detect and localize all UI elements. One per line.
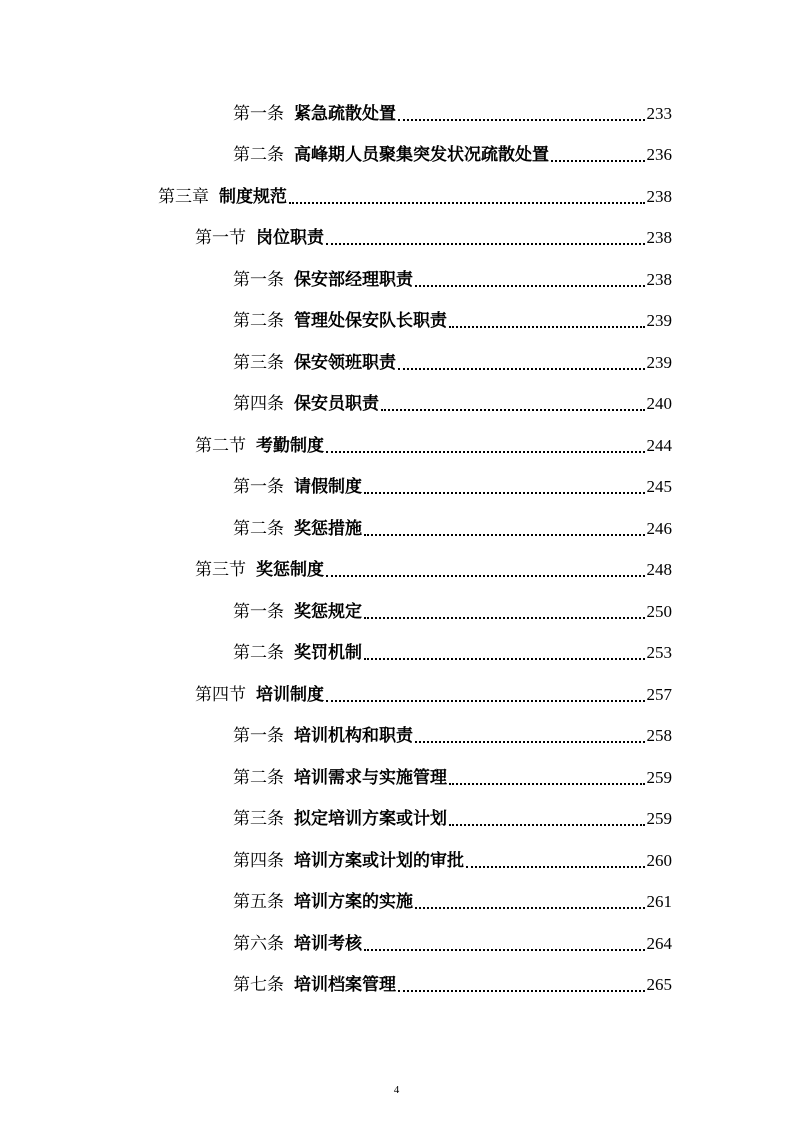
dot-leader [449,763,645,785]
toc-entry-title: 奖惩措施 [294,518,362,539]
toc-entry-page-number: 238 [646,228,672,248]
toc-entry-label: 第二条 [233,311,284,332]
toc-entry-page-number: 259 [646,767,672,787]
toc-entry-label: 第四条 [233,850,284,871]
toc-entry-title: 保安员职责 [294,394,379,415]
toc-entry-label: 第二节 [195,435,246,456]
toc-entry[interactable] [0,923,793,965]
toc-entry-title: 保安领班职责 [294,352,396,373]
toc-entry[interactable] [0,93,793,135]
toc-entry[interactable] [0,508,793,550]
toc-entry-label: 第四条 [233,394,284,415]
toc-entry-page-number: 233 [646,103,672,123]
toc-entry-title: 培训制度 [256,684,324,705]
dot-leader [415,721,645,743]
toc-entry-label: 第六条 [233,933,284,954]
toc-entry-title: 奖惩制度 [256,560,324,581]
toc-entry-label: 第三节 [195,560,246,581]
toc-entry-title: 拟定培训方案或计划 [294,809,447,830]
dot-leader [449,804,645,826]
toc-entry-page-number: 260 [646,850,672,870]
toc-entry[interactable] [0,674,793,716]
toc-entry-title: 制度规范 [219,186,287,207]
toc-entry[interactable] [0,259,793,301]
dot-leader [364,929,645,951]
toc-entry-page-number: 248 [646,560,672,580]
toc-entry-title: 高峰期人员聚集突发状况疏散处置 [294,145,549,166]
dot-leader [326,680,645,702]
toc-entry-page-number: 259 [646,809,672,829]
toc-entry-page-number: 239 [646,352,672,372]
toc-entry-label: 第五条 [233,892,284,913]
toc-entry-page-number: 239 [646,311,672,331]
toc-entry-title: 管理处保安队长职责 [294,311,447,332]
dot-leader [381,389,645,411]
toc-entry[interactable] [0,425,793,467]
toc-entry-label: 第七条 [233,975,284,996]
dot-leader [415,265,645,287]
toc-entry-label: 第一条 [233,601,284,622]
toc-entry-page-number: 257 [646,684,672,704]
toc-entry-page-number: 246 [646,518,672,538]
toc-entry-label: 第二条 [233,767,284,788]
toc-entry-title: 考勤制度 [256,435,324,456]
toc-entry-page-number: 238 [646,269,672,289]
toc-entry-label: 第三条 [233,352,284,373]
toc-entry-title: 培训方案的实施 [294,892,413,913]
toc-entry-title: 培训考核 [294,933,362,954]
toc-entry-page-number: 258 [646,726,672,746]
toc-entry[interactable] [0,218,793,260]
page-number: 4 [393,1084,400,1096]
toc-entry-title: 培训需求与实施管理 [294,767,447,788]
toc-entry[interactable] [0,342,793,384]
toc-entry-label: 第二条 [233,518,284,539]
dot-leader [326,431,645,453]
toc-entry-page-number: 264 [646,933,672,953]
toc-entry[interactable] [0,965,793,1007]
toc-entry-label: 第四节 [195,684,246,705]
toc-entry-title: 紧急疏散处置 [294,103,396,124]
dot-leader [466,846,645,868]
toc-entry-title: 培训机构和职责 [294,726,413,747]
toc-entry-label: 第一条 [233,269,284,290]
toc-entry-page-number: 250 [646,601,672,621]
toc-entry[interactable] [0,840,793,882]
toc-entry[interactable] [0,633,793,675]
dot-leader [551,140,645,162]
toc-entry-title: 培训档案管理 [294,975,396,996]
toc-entry[interactable] [0,301,793,343]
toc-entry-page-number: 236 [646,145,672,165]
toc-entry[interactable] [0,716,793,758]
dot-leader [364,638,645,660]
toc-entry[interactable] [0,882,793,924]
toc-entry-label: 第三条 [233,809,284,830]
toc-entry-label: 第一节 [195,228,246,249]
toc-entry-label: 第三章 [158,186,209,207]
dot-leader [415,887,645,909]
toc-entry-label: 第二条 [233,145,284,166]
toc-entry-page-number: 238 [646,186,672,206]
toc-entry-label: 第一条 [233,103,284,124]
toc-entry-page-number: 265 [646,975,672,995]
dot-leader [326,223,645,245]
toc-entry[interactable] [0,467,793,509]
dot-leader [398,348,645,370]
toc-entry-title: 请假制度 [294,477,362,498]
toc-entry[interactable] [0,135,793,177]
dot-leader [364,597,645,619]
toc-entry-page-number: 261 [646,892,672,912]
toc-entry[interactable] [0,757,793,799]
dot-leader [326,555,645,577]
toc-entry-page-number: 244 [646,435,672,455]
dot-leader [289,182,645,204]
dot-leader [398,99,645,121]
toc-entry[interactable] [0,591,793,633]
dot-leader [398,970,645,992]
toc-entry-label: 第一条 [233,726,284,747]
toc-entry-title: 培训方案或计划的审批 [294,850,464,871]
toc-entry[interactable] [0,384,793,426]
toc-entry-page-number: 240 [646,394,672,414]
dot-leader [364,514,645,536]
toc-entry[interactable] [0,550,793,592]
toc-entry-label: 第一条 [233,477,284,498]
toc-entry-title: 岗位职责 [256,228,324,249]
toc-entry-title: 奖罚机制 [294,643,362,664]
toc-entry-page-number: 245 [646,477,672,497]
toc-entry[interactable] [0,176,793,218]
table-of-contents [0,93,793,1006]
toc-entry-label: 第二条 [233,643,284,664]
toc-entry[interactable] [0,799,793,841]
toc-entry-page-number: 253 [646,643,672,663]
toc-entry-title: 保安部经理职责 [294,269,413,290]
toc-entry-title: 奖惩规定 [294,601,362,622]
dot-leader [364,472,645,494]
dot-leader [449,306,645,328]
